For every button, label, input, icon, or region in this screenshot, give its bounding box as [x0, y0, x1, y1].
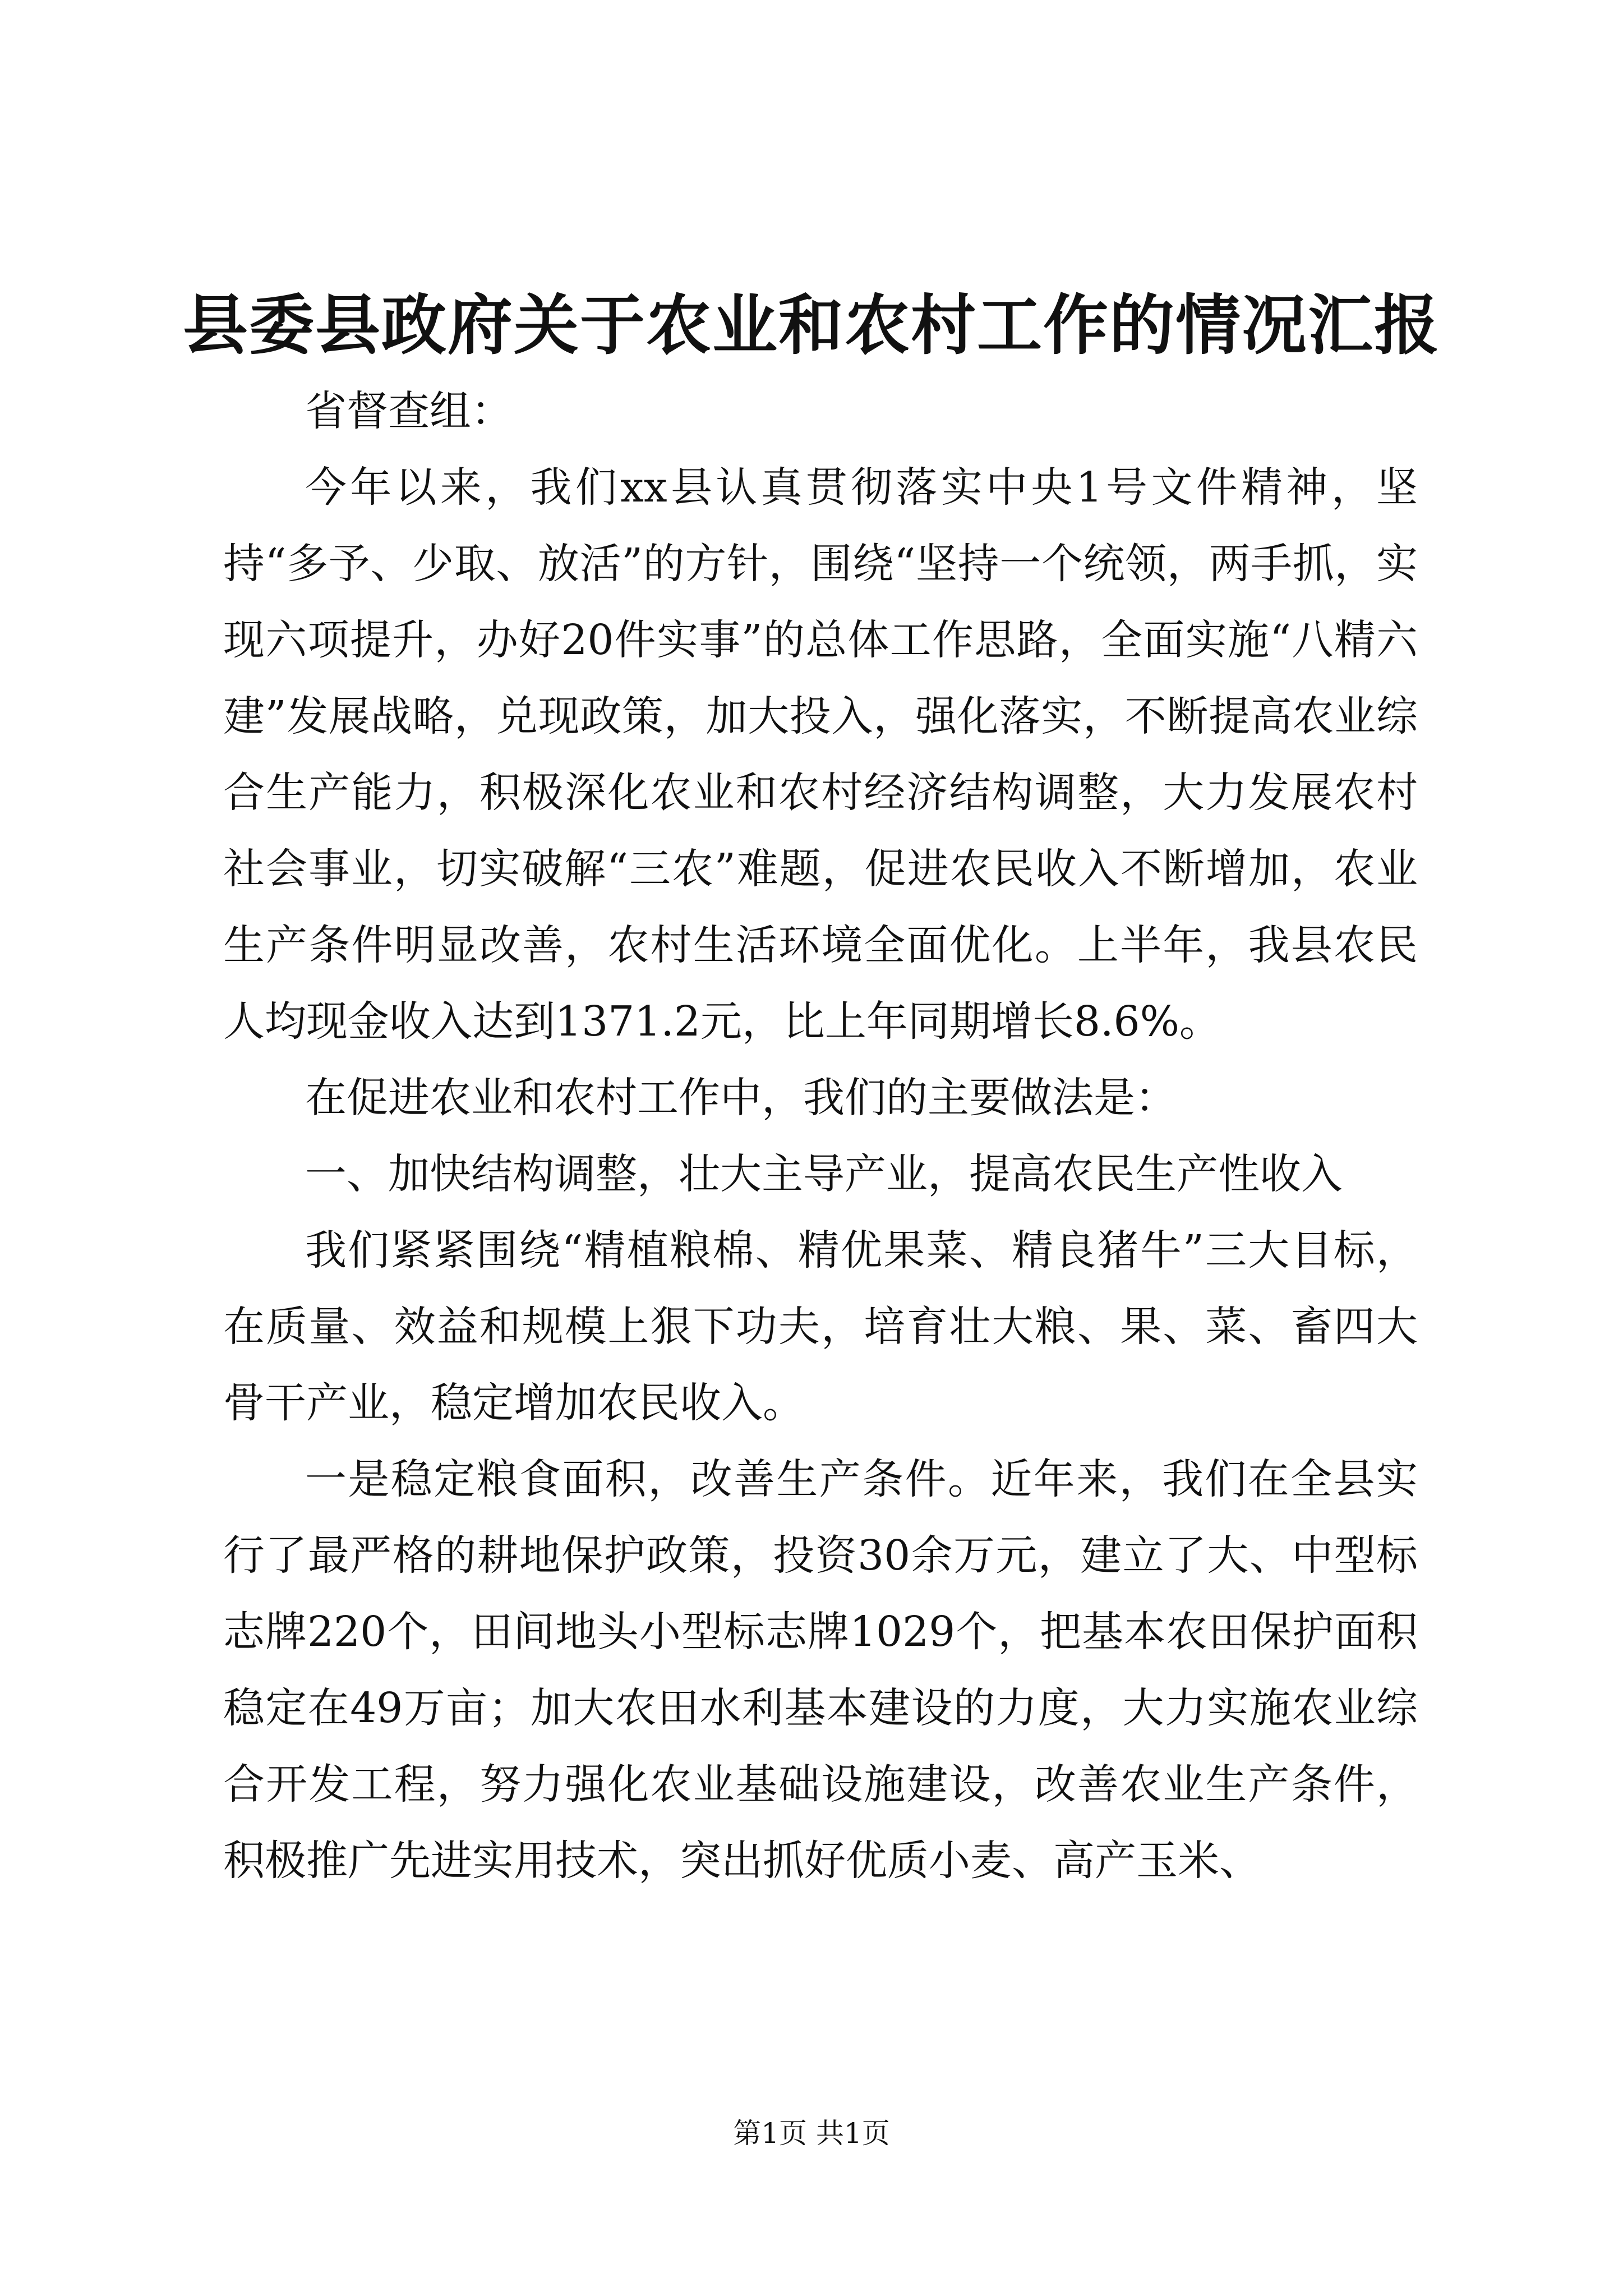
section-one-paragraph: 我们紧紧围绕“精植粮棉、精优果菜、精良猪牛”三大目标，在质量、效益和规模上狠下功夫，培育壮大粮、果、菜、畜四大骨干产业，稳定增加农民收入。	[223, 1226, 1418, 1427]
page-footer: 第1页 共1页	[733, 2117, 890, 2150]
document-body	[223, 373, 1418, 1899]
intro-paragraph: 今年以来，我们xx县认真贯彻落实中央1号文件精神，坚持“多予、少取、放活”的方针，围绕“坚持一个统领，两手抓，实现六项提升，办好20件实事”的总体工作思路，全面实施“八精六建”发展战略，兑现政策，加大投入，强化落实，不断提高农业综合生产能力，积极深化农业和农村经济结构调整，大力发展农村社会事业，切实破解“三农”难题，促进农民收入不断增加，农业生产条件明显改善，农村生活环境全面优化。上半年，我县农民人均现金收入达到1371.2元，比上年同期增长8.6%。	[223, 463, 1418, 1046]
grain-area-paragraph: 一是稳定粮食面积，改善生产条件。近年来，我们在全县实行了最严格的耕地保护政策，投资30余万元，建立了大、中型标志牌220个，田间地头小型标志牌1029个，把基本农田保护面积稳定在49万亩；加大农田水利基本建设的力度，大力实施农业综合开发工程，努力强化农业基础设施建设，改善农业生产条件，积极推广先进实用技术，突出抓好优质小麦、高产玉米、	[223, 1455, 1418, 1885]
section-heading-one: 一、加快结构调整，壮大主导产业，提高农民生产性收入	[305, 1150, 1343, 1198]
practices-intro-paragraph: 在促进农业和农村工作中，我们的主要做法是：	[305, 1074, 1177, 1122]
salutation-paragraph: 省督查组：	[305, 387, 513, 435]
document-title: 县委县政府关于农业和农村工作的情况汇报	[183, 287, 1440, 364]
